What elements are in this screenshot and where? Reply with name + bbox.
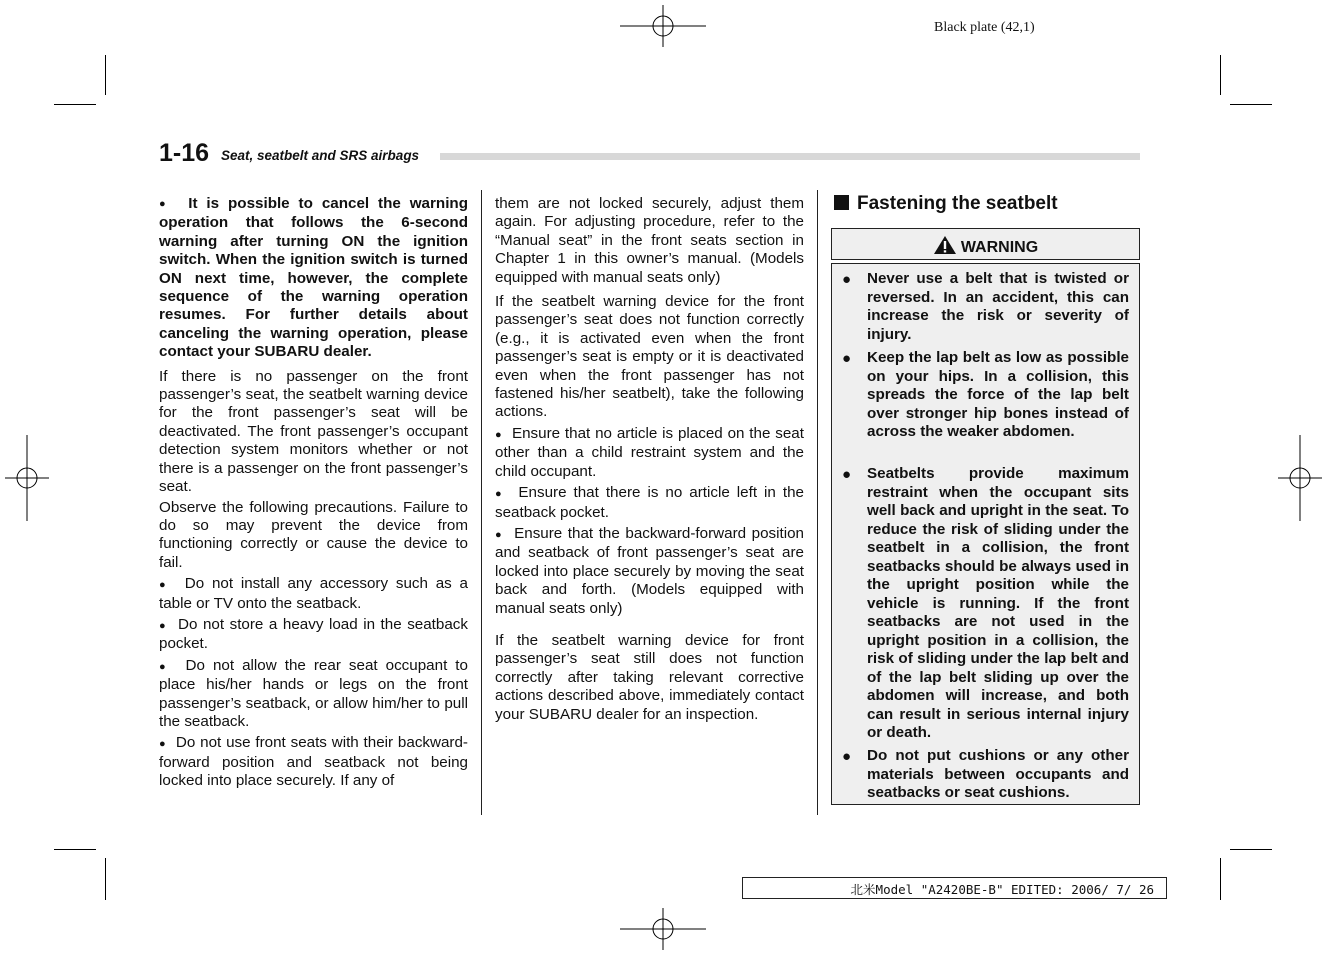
registration-mark-top <box>620 5 706 47</box>
warning-item: Keep the lap belt as low as possible on your hips. In a collision, this spreads the force of the lap belt over stronger hip bones instead of across the weaker abdomen. <box>867 349 1129 440</box>
registration-mark-left <box>5 435 49 521</box>
registration-mark-right <box>1278 435 1322 521</box>
warning-item: Never use a belt that is twisted or reversed. In an accident, this can increase the risk or severity of injury. <box>867 270 1129 343</box>
bullet: ● <box>842 271 852 288</box>
warning-header-box <box>831 228 1140 260</box>
column-1 <box>159 195 468 791</box>
list-item: ● Do not allow the rear seat occupant to place his/her hands or legs on the front passenger’s seatback, or allow him/her to pull the seatback. <box>159 656 468 730</box>
list-item: ● Ensure that the backward-forward position and seatback of front passenger’s seat are locked into place securely by moving the seat back and forth. (Models equipped with manual seats only) <box>495 524 804 617</box>
page-number: 1-16 <box>159 139 210 167</box>
column-divider <box>481 190 482 815</box>
warning-body-box <box>831 263 1140 805</box>
column-2 <box>495 195 804 724</box>
paragraph: If the seatbelt warning device for the front passenger’s seat does not function correctly (e.g., it is activated even when the front passenger’s seat is empty or it is deactivated even when the front passenger has not fastened his/her seatbelt), take the following actions. <box>495 293 804 421</box>
warning-item: Do not put cushions or any other materials between occupants and seatbacks or seat cushions. <box>867 747 1129 801</box>
list-item: ● Do not use front seats with their backward-forward position and seatback not being locked into place securely. If any of <box>159 734 468 790</box>
warning-label: WARNING <box>960 239 1039 256</box>
bold-warning-note: ● It is possible to cancel the warning operation that follows the 6-second warning after turning ON the ignition switch. When the ignition switch is turned ON next time, however, the complete sequence of the warning operation resumes. For further details about canceling the warning operation, please contact your SUBARU dealer. <box>159 195 468 361</box>
section-heading: Fastening the seatbelt <box>834 193 1058 215</box>
list-item: ● Ensure that there is no article left in the seatback pocket. <box>495 484 804 521</box>
paragraph: Observe the following precautions. Failure to do so may prevent the device from functioning correctly or cause the device to fail. <box>159 498 468 571</box>
paragraph: If there is no passenger on the front passenger’s seat, the seatbelt warning device for the front passenger’s seat will be deactivated. The front passenger’s occupant detection system monitors whether or not there is a passenger on the front passenger’s seat. <box>159 367 468 496</box>
column-divider <box>817 190 818 815</box>
bullet: ● <box>842 748 852 765</box>
warning-item: Seatbelts provide maximum restraint when the occupant sits well back and upright in the seat. To reduce the risk of sliding under the seatbelt in a collision, the front seatbacks should be always used in the upright position while the vehicle is running. If the front seatbacks are not used in the upright position in a collision, the risk of sliding under the lap belt and of the lap belt sliding up over the abdomen will increase, and both can result in serious internal injury or death. <box>867 465 1129 741</box>
registration-mark-bottom <box>620 908 706 950</box>
footer-text: 北米Model "A2420BE-B" EDITED: 2006/ 7/ 26 <box>850 882 1154 897</box>
bullet: ● <box>842 466 852 483</box>
bullet: ● <box>842 350 852 367</box>
plate-label: Black plate (42,1) <box>934 20 1035 35</box>
list-item: ● Do not store a heavy load in the seatback pocket. <box>159 615 468 653</box>
square-bullet-icon <box>834 195 849 210</box>
header-rule <box>440 153 1140 160</box>
section-title: Seat, seatbelt and SRS airbags <box>221 148 420 163</box>
paragraph: If the seatbelt warning device for front passenger’s seat still does not function correctly after taking relevant corrective actions described above, immediately contact your SUBARU dealer for an inspection. <box>495 631 804 723</box>
list-item: ● Do not install any accessory such as a table or TV onto the seatback. <box>159 575 468 612</box>
warning-triangle-icon <box>933 235 957 255</box>
footer-box <box>742 877 1167 899</box>
paragraph: them are not locked securely, adjust them again. For adjusting procedure, refer to the “Manual seat” in the front seats section in Chapter 1 in this owner’s manual. (Models equipped with manual seats only) <box>495 195 804 286</box>
list-item: ● Ensure that no article is placed on the seat other than a child restraint system and the child occupant. <box>495 424 804 480</box>
